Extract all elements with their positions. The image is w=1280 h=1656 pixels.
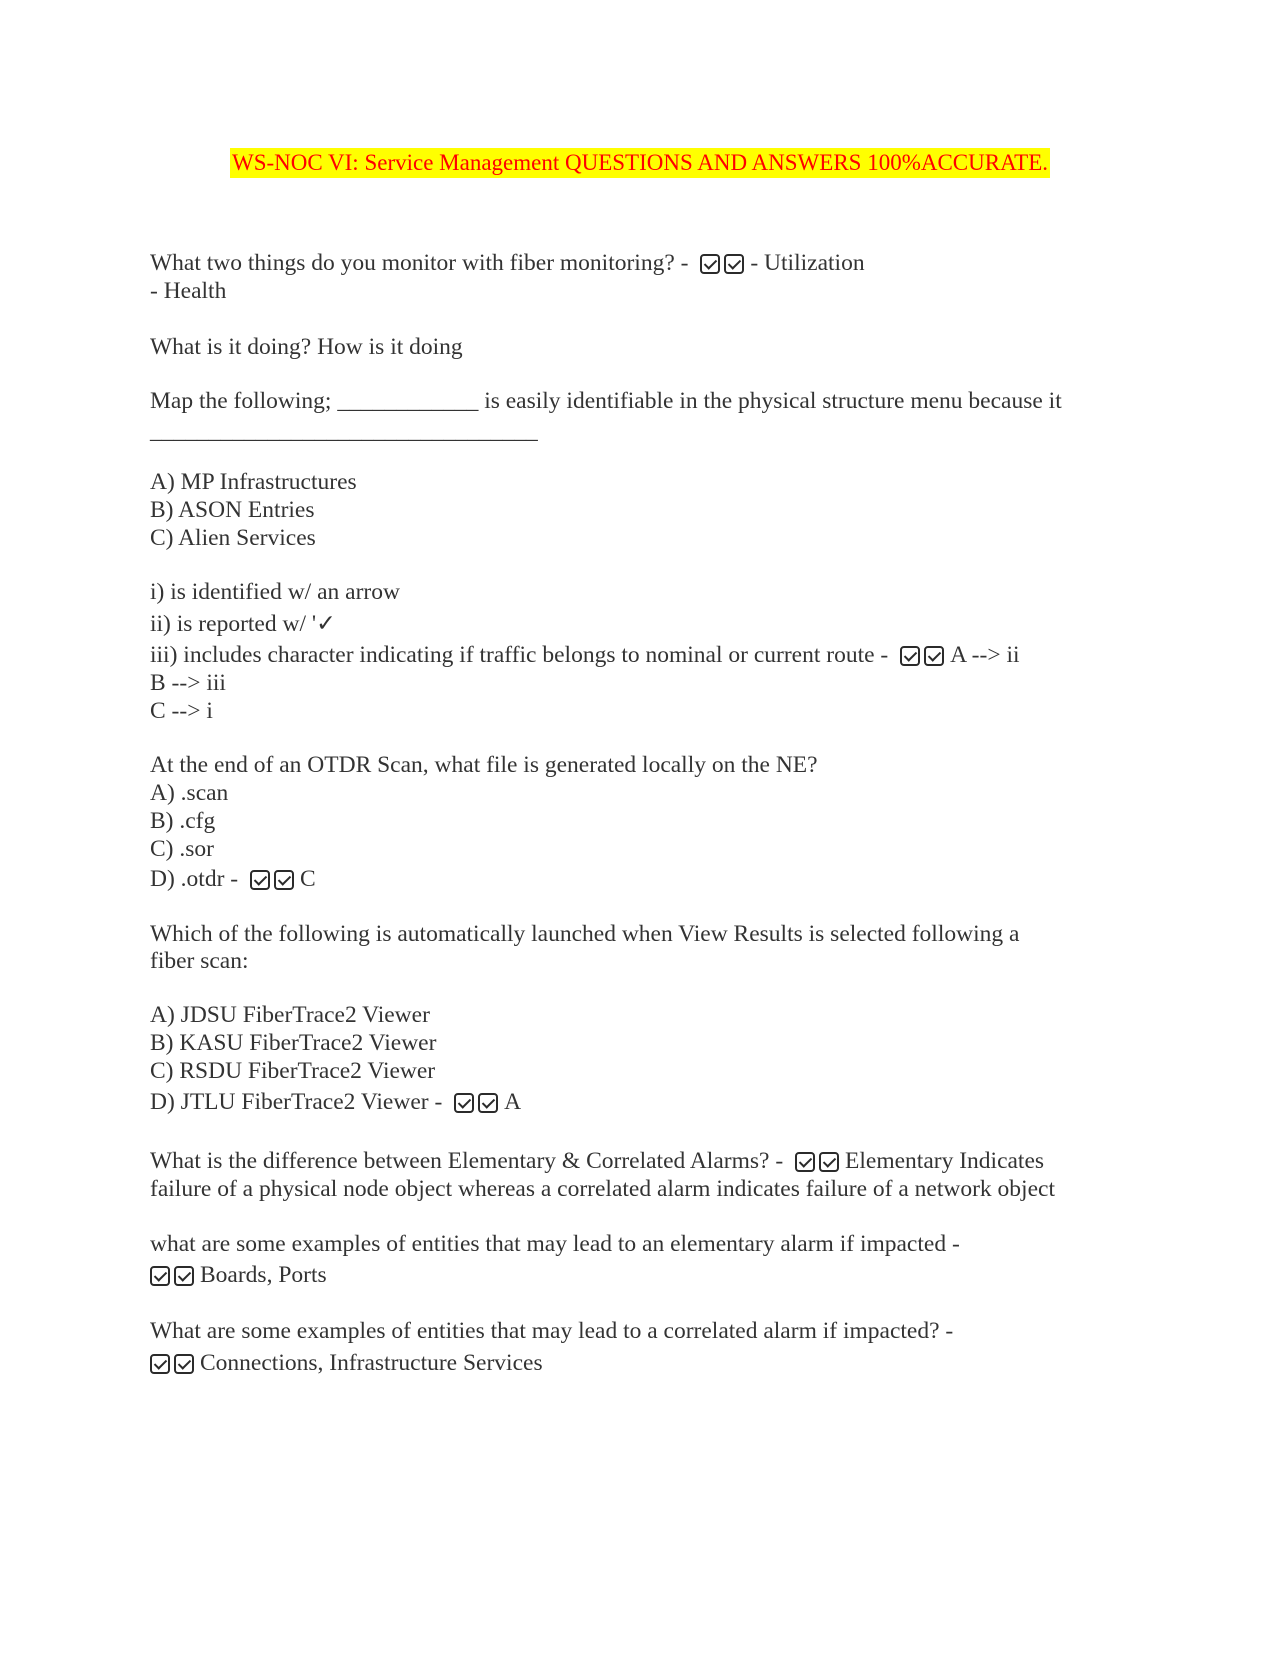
q1-answer-b: - Health: [150, 278, 227, 304]
q3-answer-2: B --> iii: [150, 670, 226, 696]
q3-answer-3: C --> i: [150, 698, 213, 724]
q3-question: Map the following; ____________ is easily identifiable in the physical structure menu because it: [150, 388, 1062, 414]
document-title: WS-NOC VI: Service Management QUESTIONS AND ANSWERS 100%ACCURATE.: [230, 148, 1050, 178]
q7-answer: Boards, Ports: [200, 1262, 327, 1288]
q5-option-d: D) JTLU FiberTrace2 Viewer -: [150, 1089, 443, 1115]
q3-item-iii: iii) includes character indicating if traffic belongs to nominal or current route -: [150, 642, 889, 668]
answer-marker: [900, 641, 948, 669]
answer-marker: [454, 1088, 502, 1116]
q3-option-c: C) Alien Services: [150, 525, 316, 551]
q5-option-b: B) KASU FiberTrace2 Viewer: [150, 1030, 437, 1056]
checkbox-icon: [924, 646, 944, 666]
q3-option-a: A) MP Infrastructures: [150, 469, 357, 495]
checkbox-icon: [795, 1152, 815, 1172]
checkbox-icon: [700, 254, 720, 274]
q4-option-d-line: [150, 865, 316, 893]
q4-answer: C: [299, 866, 316, 892]
q8-answer: Connections, Infrastructure Services: [200, 1350, 543, 1376]
answer-marker: [150, 1261, 198, 1289]
q3-item-iii-line: [150, 641, 1020, 669]
answer-marker: [700, 249, 748, 277]
q3-item-i: i) is identified w/ an arrow: [150, 579, 400, 605]
answer-marker: [150, 1349, 198, 1377]
q5-answer: A: [504, 1089, 522, 1115]
q7-answer-line: [150, 1261, 327, 1289]
q5-option-d-line: [150, 1088, 521, 1116]
q8-answer-line: [150, 1349, 543, 1377]
answer-marker: [795, 1147, 843, 1175]
checkbox-icon: [900, 646, 920, 666]
checkbox-icon: [174, 1354, 194, 1374]
title-block: [0, 148, 1280, 178]
q1-question: What two things do you monitor with fiber monitoring? -: [150, 250, 689, 276]
q4-option-c: C) .sor: [150, 836, 214, 862]
checkbox-icon: [250, 870, 270, 890]
q6-answer-line2: failure of a physical node object whereas a correlated alarm indicates failure of a network object: [150, 1176, 1055, 1202]
q4-question: At the end of an OTDR Scan, what file is generated locally on the NE?: [150, 752, 818, 778]
checkbox-icon: [150, 1354, 170, 1374]
q2-text: What is it doing? How is it doing: [150, 334, 463, 360]
q1-line: [150, 249, 865, 277]
checkbox-icon: [478, 1093, 498, 1113]
q3-item-ii: ii) is reported w/ '✓: [150, 611, 336, 637]
q5-option-a: A) JDSU FiberTrace2 Viewer: [150, 1002, 430, 1028]
q7-question: what are some examples of entities that may lead to an elementary alarm if impacted -: [150, 1231, 960, 1257]
q5-question-line2: fiber scan:: [150, 948, 249, 974]
q4-option-a: A) .scan: [150, 780, 229, 806]
checkbox-icon: [724, 254, 744, 274]
checkbox-icon: [819, 1152, 839, 1172]
answer-marker: [250, 865, 298, 893]
checkbox-icon: [150, 1266, 170, 1286]
q8-question: What are some examples of entities that may lead to a correlated alarm if impacted? -: [150, 1318, 954, 1344]
q5-question-line1: Which of the following is automatically launched when View Results is selected following a: [150, 921, 1020, 947]
checkbox-icon: [454, 1093, 474, 1113]
q4-option-b: B) .cfg: [150, 808, 216, 834]
q6-answer-line1: Elementary Indicates: [845, 1148, 1045, 1174]
q6-question: What is the difference between Elementary & Correlated Alarms? -: [150, 1148, 784, 1174]
checkbox-icon: [274, 870, 294, 890]
q1-answer-a: - Utilization: [750, 250, 865, 276]
q3-option-b: B) ASON Entries: [150, 497, 315, 523]
q5-option-c: C) RSDU FiberTrace2 Viewer: [150, 1058, 436, 1084]
q4-option-d: D) .otdr -: [150, 866, 239, 892]
q6-line1: [150, 1147, 1044, 1175]
checkbox-icon: [174, 1266, 194, 1286]
q3-blank-line: _________________________________: [150, 418, 538, 444]
q3-answer-1: A --> ii: [950, 642, 1020, 668]
